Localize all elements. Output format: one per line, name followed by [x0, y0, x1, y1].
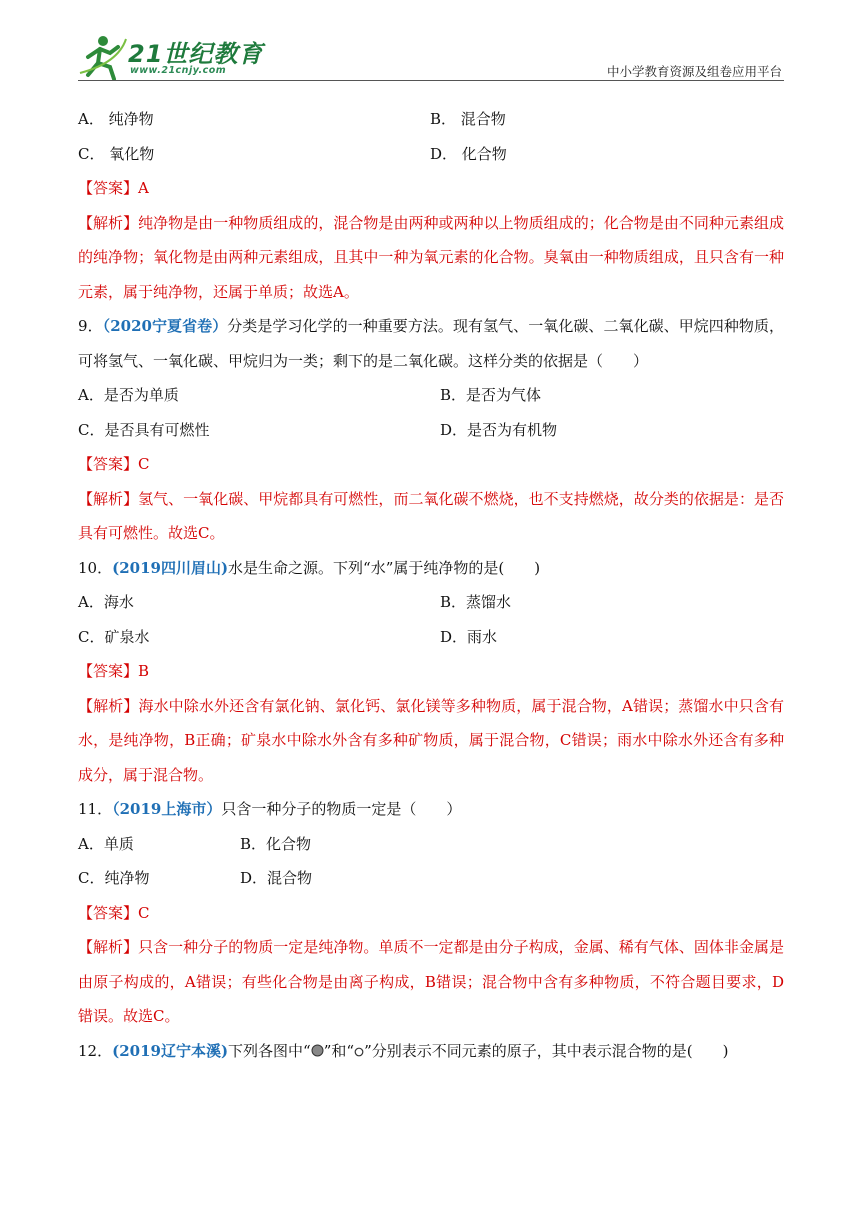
answer-line	[78, 171, 784, 206]
question-stem: 只含一种分子的物质一定是（ ）	[221, 800, 462, 818]
question-source: （2020宁夏省卷）	[102, 317, 228, 335]
analysis-label: 【解析】	[78, 938, 139, 956]
answer-line	[78, 896, 784, 931]
page-header	[0, 0, 860, 90]
question-stem: 分类是学习化学的一种重要方法。现有氢气、一氧化碳、二氧化碳、甲烷四种物质，可将氢气、一氧化碳、甲烷归为一类；剩下的是二氧化碳。这样分类的依据是（ ）	[78, 317, 785, 370]
option-b: B．是否为气体	[440, 386, 542, 404]
option-c: C．纯净物	[78, 869, 150, 887]
question-10	[78, 551, 784, 586]
question-number: 10．	[78, 558, 113, 577]
options-row	[78, 378, 784, 413]
analysis-paragraph	[78, 206, 784, 310]
option-c: C． 氧化物	[78, 144, 155, 163]
analysis-text: 氢气、一氧化碳、甲烷都具有可燃性，而二氧化碳不燃烧，也不支持燃烧，故分类的依据是：是否具有可燃性。故选C。	[78, 489, 784, 542]
filled-atom-icon	[311, 1044, 324, 1057]
answer-value: B	[138, 662, 150, 680]
options-row	[78, 827, 784, 862]
option-b: B． 混合物	[430, 110, 506, 128]
logo-url: www.21cnjy.com	[130, 65, 227, 76]
question-source: （2019上海市）	[112, 800, 222, 818]
answer-value: C	[138, 903, 150, 922]
question-number: 9．	[78, 317, 103, 335]
option-b: B．蒸馏水	[440, 593, 512, 611]
hollow-atom-icon	[354, 1047, 364, 1057]
options-row	[78, 620, 784, 655]
analysis-text: 海水中除水外还含有氯化钠、氯化钙、氯化镁等多种物质，属于混合物，A错误；蒸馏水中只含有水，是纯净物，B正确；矿泉水中除水外含有多种矿物质，属于混合物，C错误；雨水中除水外还含有多种成分，属于混合物。	[78, 696, 784, 784]
question-stem-part-1: 下列各图中“	[228, 1041, 311, 1060]
option-d: D．雨水	[440, 627, 498, 646]
answer-line	[78, 447, 784, 482]
question-11	[78, 792, 784, 827]
analysis-label: 【解析】	[78, 696, 139, 715]
option-c: C．矿泉水	[78, 627, 150, 646]
question-stem-part-3: ”分别表示不同元素的原子，其中表示混合物的是( )	[364, 1041, 729, 1060]
question-number: 11．	[78, 800, 113, 818]
question-stem-part-2: ”和“	[323, 1041, 355, 1060]
analysis-paragraph	[78, 689, 784, 793]
answer-value: C	[138, 455, 150, 473]
option-a: A．是否为单质	[78, 386, 179, 404]
options-row	[78, 861, 784, 896]
analysis-text: 只含一种分子的物质一定是纯净物。单质不一定都是由分子构成，金属、稀有气体、固体非金属是由原子构成的，A错误；有些化合物是由离子构成，B错误；混合物中含有多种物质，不符合题目要求，D错误。故选C。	[78, 938, 784, 1025]
option-c: C．是否具有可燃性	[78, 420, 210, 439]
question-9	[78, 309, 784, 378]
options-row	[78, 137, 784, 172]
analysis-paragraph	[78, 482, 784, 551]
answer-label: 【答案】	[78, 662, 139, 680]
answer-label: 【答案】	[78, 903, 139, 922]
options-row	[78, 585, 784, 620]
option-b: B．化合物	[240, 834, 312, 853]
analysis-paragraph	[78, 930, 784, 1034]
question-stem: 水是生命之源。下列“水”属于纯净物的是( )	[228, 558, 541, 577]
question-12	[78, 1034, 784, 1069]
options-row	[78, 102, 784, 137]
answer-label: 【答案】	[78, 179, 139, 197]
option-d: D． 化合物	[430, 144, 507, 163]
analysis-text: 纯净物是由一种物质组成的，混合物是由两种或两种以上物质组成的；化合物是由不同种元素组成的纯净物；氧化物是由两种元素组成，且其中一种为氧元素的化合物。臭氧由一种物质组成，且只含有一种元素，属于纯净物，还属于单质；故选A。	[78, 213, 784, 301]
platform-name: 中小学教育资源及组卷应用平台	[606, 64, 782, 79]
option-d: D．混合物	[240, 869, 313, 887]
question-source: (2019辽宁本溪)	[112, 1041, 229, 1060]
answer-value: A	[138, 179, 149, 197]
document-body	[78, 102, 784, 1068]
option-d: D．是否为有机物	[440, 420, 558, 439]
options-row	[78, 413, 784, 448]
option-a: A． 纯净物	[78, 110, 154, 128]
logo-text: 21世纪教育	[128, 40, 264, 68]
answer-line	[78, 654, 784, 689]
option-a: A．海水	[78, 593, 134, 611]
question-number: 12．	[78, 1041, 113, 1060]
analysis-label: 【解析】	[78, 489, 139, 508]
header-divider	[78, 80, 784, 81]
analysis-label: 【解析】	[78, 213, 139, 232]
question-source: (2019四川眉山)	[112, 558, 229, 577]
option-a: A．单质	[78, 834, 134, 853]
answer-label: 【答案】	[78, 455, 139, 473]
